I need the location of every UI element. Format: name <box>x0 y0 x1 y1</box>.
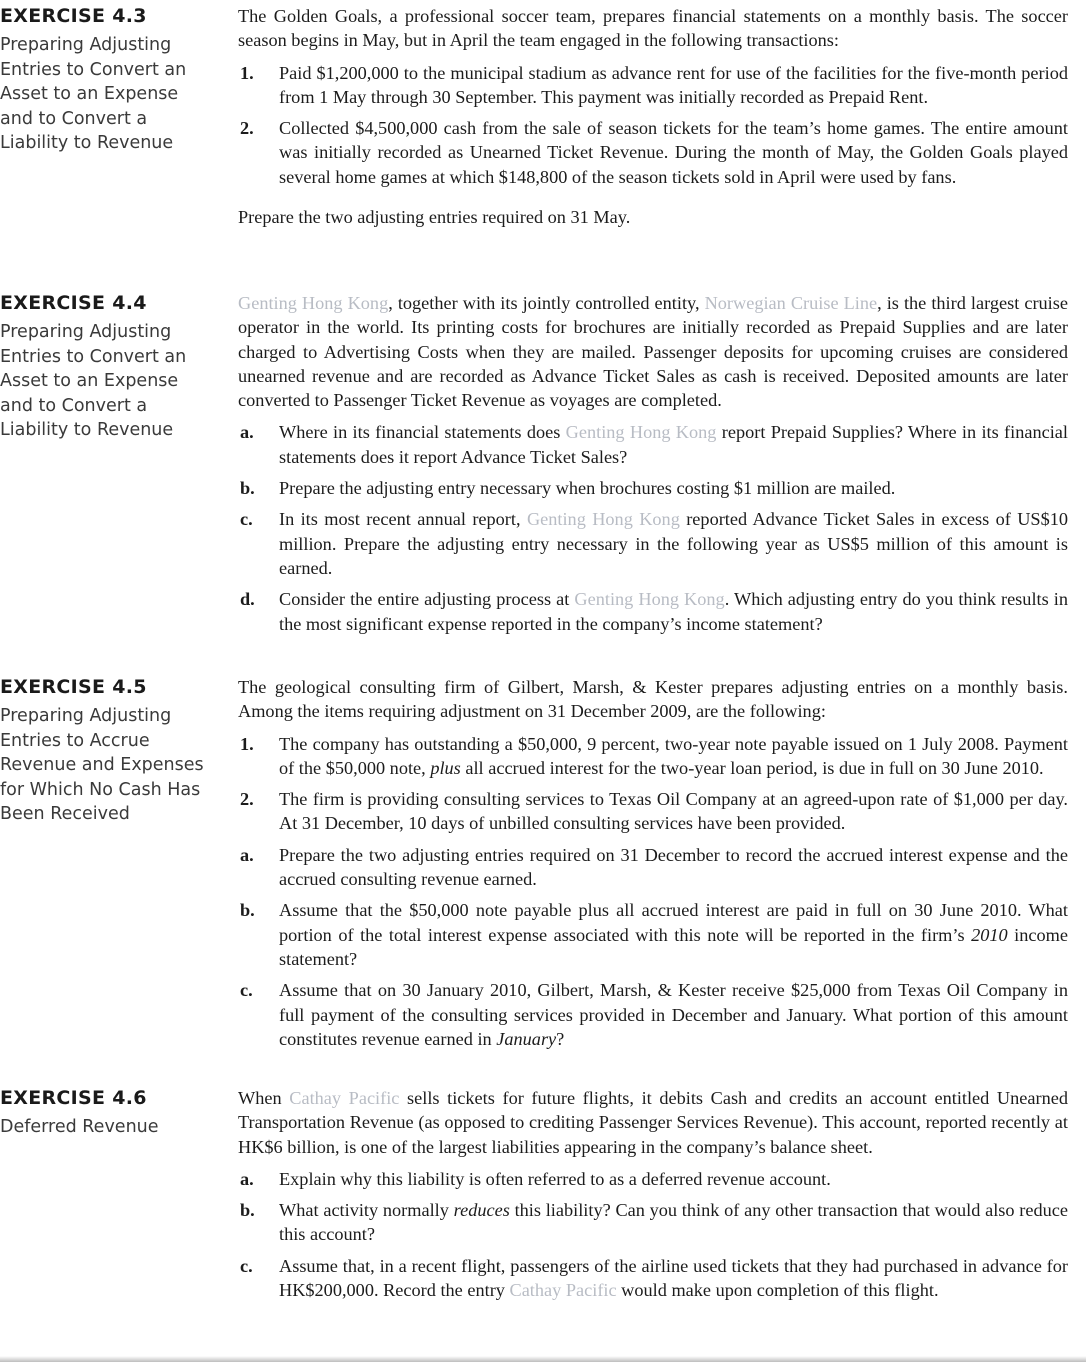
exercise-intro <box>238 1086 1068 1159</box>
item-marker: c. <box>240 980 253 1001</box>
exercise-intro: The geological consulting firm of Gilbert, Marsh, & Kester prepares adjusting entries on a monthly basis. Among the items requiring adjustment on 31 December 2009, are the following: <box>238 677 1068 722</box>
lettered-item <box>238 476 1068 500</box>
item-text <box>279 1256 1068 1300</box>
exercise-title: Preparing Adjusting Entries to Accrue Revenue and Expenses for Which No Cash Has Been Received <box>0 706 204 824</box>
lettered-item <box>238 1254 1068 1303</box>
exercise-4-4-body <box>238 291 1068 643</box>
text-run: The company has outstanding a $50,000, 9 percent, two-year note payable issued on 1 July 2008. Payment of the $50,000 note, <box>279 733 1068 778</box>
partner-company-name: Norwegian Cruise Line <box>704 293 878 313</box>
company-name: Genting Hong Kong <box>565 422 717 443</box>
item-marker: 1. <box>240 62 254 83</box>
company-name: Cathay Pacific <box>509 1280 617 1301</box>
exercise-intro <box>238 291 1068 412</box>
item-text: Prepare the adjusting entry necessary when brochures costing $1 million are mailed. <box>279 478 896 499</box>
lettered-item <box>238 1167 1068 1191</box>
text-run: income statement? <box>279 924 1068 969</box>
lettered-item <box>238 507 1068 580</box>
intro-text: , together with its jointly controlled entity, <box>388 293 705 313</box>
text-run: ? <box>556 1028 565 1049</box>
exercise-number: EXERCISE 4.5 <box>0 676 147 698</box>
item-marker: c. <box>240 1255 253 1276</box>
exercise-4-5-body <box>238 675 1068 1058</box>
item-marker: d. <box>240 589 255 610</box>
exercise-number: EXERCISE 4.4 <box>0 292 147 314</box>
text-run: . Which adjusting entry do you think results in the most significant expense reported in the company’s income statement? <box>279 589 1068 634</box>
item-text <box>279 900 1068 969</box>
company-name: Genting Hong Kong <box>238 293 389 313</box>
text-run: all accrued interest for the two-year loan period, is due in full on 30 June 2010. <box>460 757 1044 778</box>
item-text <box>279 980 1068 1049</box>
emphasis: plus <box>430 757 461 778</box>
text-run: report Prepaid Supplies? Where in its financial statements does it report Advance Ticket Sales? <box>279 422 1068 467</box>
exercise-title: Preparing Adjusting Entries to Convert an Asset to an Expense and to Convert a Liability to Revenue <box>0 322 187 440</box>
item-text: Collected $4,500,000 cash from the sale of season tickets for the team’s home games. The entire amount was initially recorded as Unearned Ticket Revenue. During the month of May, the Golden Goals played several home games at which $148,800 of the season tickets sold in April were used by fans. <box>279 118 1068 187</box>
item-marker: c. <box>240 509 253 530</box>
exercise-title: Preparing Adjusting Entries to Convert an Asset to an Expense and to Convert a Liability to Revenue <box>0 35 187 153</box>
item-marker: b. <box>240 1200 255 1221</box>
emphasis: January <box>496 1028 557 1049</box>
item-text <box>279 422 1068 466</box>
lettered-item <box>238 898 1068 971</box>
text-run: Where in its financial statements does <box>279 422 566 443</box>
text-run: When <box>238 1088 290 1108</box>
item-marker: 2. <box>240 118 254 139</box>
page-edge-shadow <box>0 1356 1086 1362</box>
item-text <box>279 1200 1068 1244</box>
item-marker: a. <box>240 844 254 865</box>
text-run: would make upon completion of this flight. <box>616 1280 939 1301</box>
text-run: Assume that on 30 January 2010, Gilbert, Marsh, & Kester receive $25,000 from Texas Oil Company in full payment of the consulting services provided in December and January. What portion of this amount constitutes revenue earned in <box>279 980 1068 1049</box>
text-run: Assume that the $50,000 note payable plus all accrued interest are paid in full on 30 June 2010. What portion of the total interest expense associated with this note will be reported in the firm’s <box>279 900 1068 945</box>
exercise-number: EXERCISE 4.3 <box>0 5 147 27</box>
lettered-item <box>238 978 1068 1051</box>
item-marker: b. <box>240 478 255 499</box>
item-marker: 2. <box>240 789 254 810</box>
item-text: Explain why this liability is often referred to as a deferred revenue account. <box>279 1168 831 1189</box>
item-text <box>279 589 1068 633</box>
text-run: Consider the entire adjusting process at <box>279 589 575 610</box>
intro-text: , is the third largest cruise operator in the world. Its printing costs for brochures are initially recorded as Prepaid Supplies and are later charged to Advertising Costs when they are mailed. Passenger deposits for upcoming cruises are considered unearned revenue and are recorded as Advance Ticket Sales as cash is received. Deposited amounts are later converted to Passenger Ticket Revenue as voyages are completed. <box>238 293 1068 411</box>
text-run: this liability? Can you think of any other transaction that would also reduce this account? <box>279 1200 1068 1245</box>
lettered-item <box>238 587 1068 636</box>
item-text: The firm is providing consulting services to Texas Oil Company at an agreed-upon rate of $1,000 per day. At 31 December, 10 days of unbilled consulting services have been provided. <box>279 789 1068 834</box>
exercise-4-6-body <box>238 1086 1068 1309</box>
item-marker: b. <box>240 900 255 921</box>
lettered-item <box>238 1198 1068 1247</box>
exercise-instruction: Prepare the two adjusting entries required on 31 May. <box>238 207 631 228</box>
exercise-intro: The Golden Goals, a professional soccer team, prepares financial statements on a monthly basis. The soccer season begins in May, but in April the team engaged in the following transactions: <box>238 6 1068 51</box>
text-run: reported Advance Ticket Sales in excess of US$10 million. Prepare the adjusting entry necessary in the following year as US$5 million of this amount is earned. <box>279 509 1068 578</box>
exercise-4-4-sidebar <box>0 291 215 443</box>
lettered-item <box>238 420 1068 469</box>
text-run: What activity normally <box>279 1200 454 1221</box>
numbered-item <box>238 787 1068 836</box>
text-run: sells tickets for future flights, it debits Cash and credits an account entitled Unearned Transportation Revenue (as opposed to crediting Passenger Services Revenue). This account, reported recently at HK$6 billion, is one of the largest liabilities appearing in the company’s balance sheet. <box>238 1088 1068 1157</box>
item-text <box>279 509 1068 578</box>
item-marker: a. <box>240 422 254 443</box>
emphasis: 2010 <box>971 924 1008 945</box>
text-run: Assume that, in a recent flight, passengers of the airline used tickets that they had purchased in advance for HK$200,000. Record the entry <box>279 1255 1068 1301</box>
exercise-4-3-sidebar <box>0 4 215 156</box>
item-marker: 1. <box>240 733 254 754</box>
exercise-number: EXERCISE 4.6 <box>0 1087 147 1109</box>
item-text: Paid $1,200,000 to the municipal stadium as advance rent for use of the facilities for the five-month period from 1 May through 30 September. This payment was initially recorded as Prepaid Rent. <box>279 62 1068 107</box>
item-marker: a. <box>240 1168 254 1189</box>
item-text <box>279 734 1068 778</box>
numbered-item <box>238 116 1068 189</box>
company-name: Genting Hong Kong <box>574 589 725 610</box>
lettered-item <box>238 843 1068 892</box>
company-name: Cathay Pacific <box>289 1088 400 1108</box>
emphasis: reduces <box>453 1200 510 1221</box>
item-text: Prepare the two adjusting entries required on 31 December to record the accrued interest expense and the accrued consulting revenue earned. <box>279 844 1068 890</box>
numbered-item <box>238 732 1068 781</box>
exercise-4-3-body <box>238 4 1068 237</box>
text-run: In its most recent annual report, <box>279 509 527 530</box>
company-name: Genting Hong Kong <box>526 509 680 530</box>
exercise-title: Deferred Revenue <box>0 1117 159 1137</box>
numbered-item <box>238 61 1068 110</box>
exercise-4-6-sidebar <box>0 1086 215 1140</box>
exercise-4-5-sidebar <box>0 675 215 827</box>
